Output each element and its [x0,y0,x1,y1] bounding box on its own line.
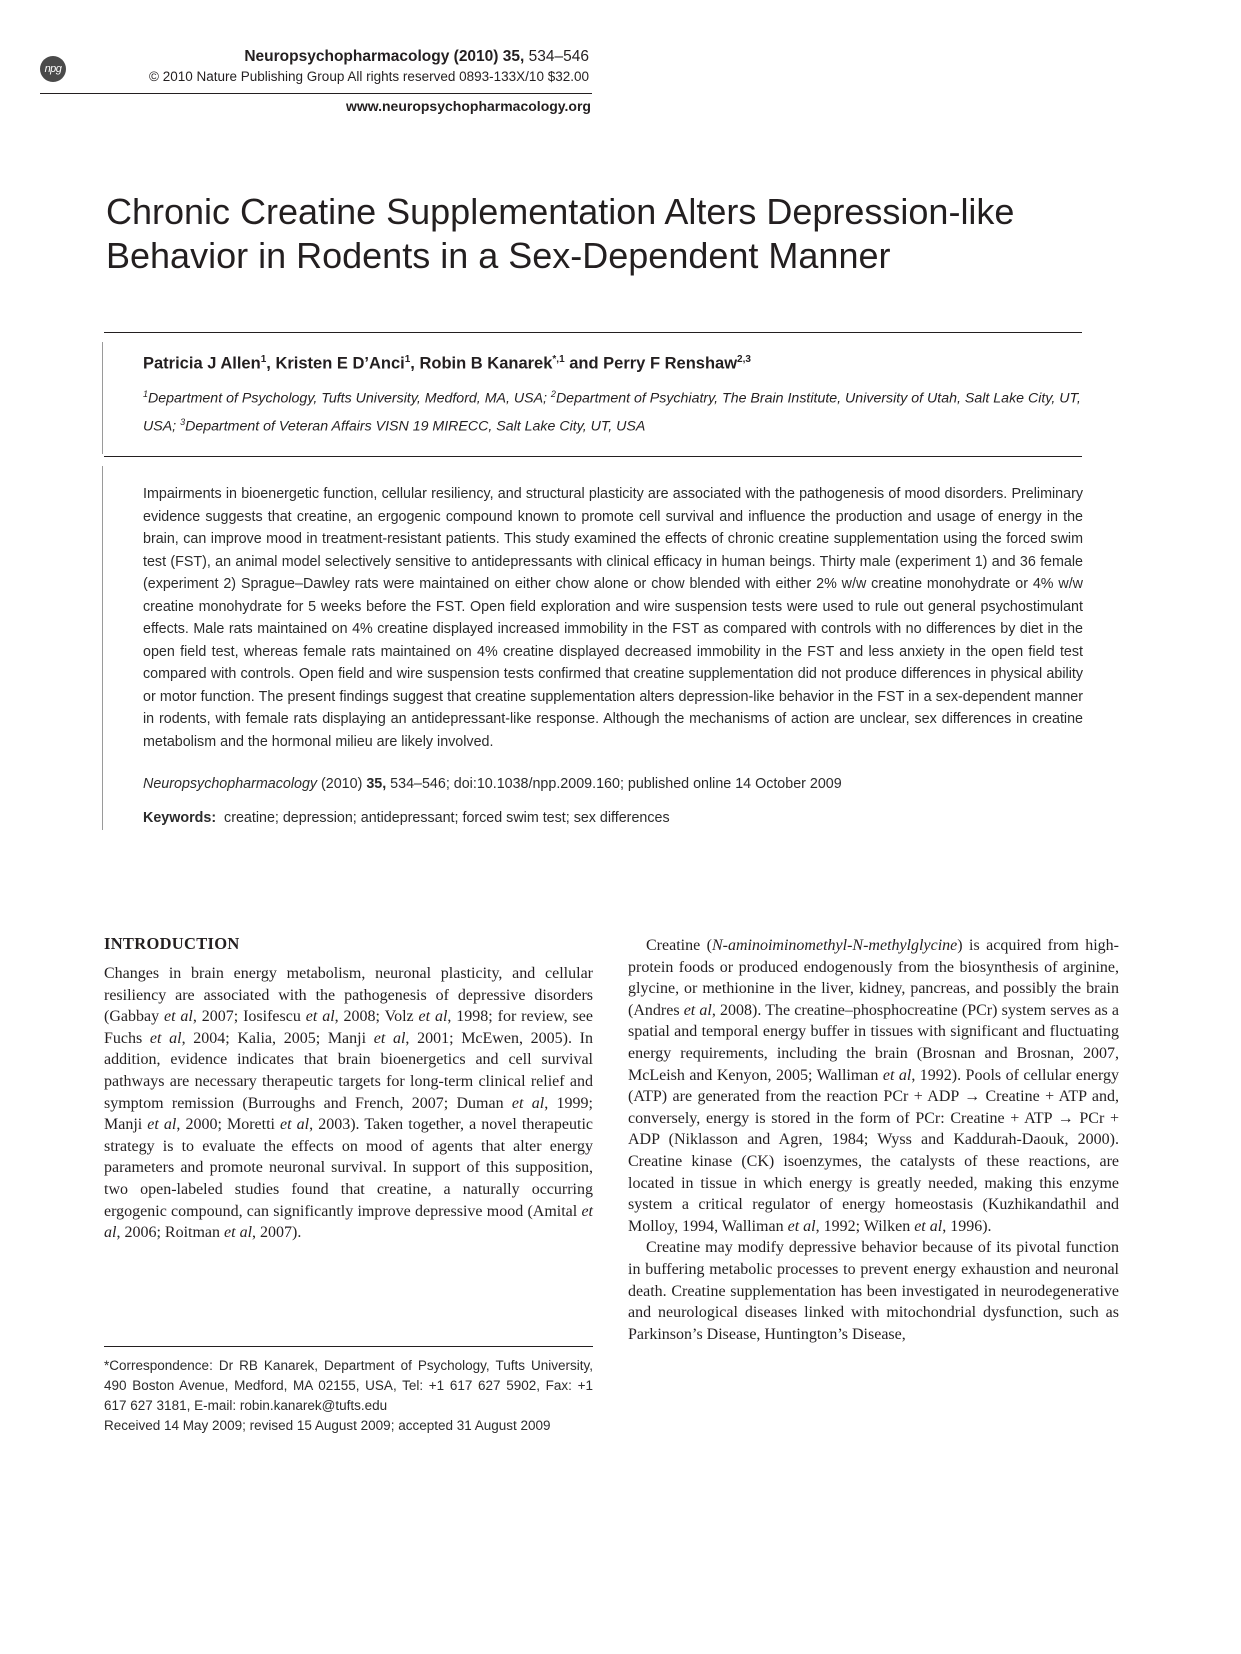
author-name: Perry F Renshaw [603,354,738,373]
section-heading-introduction: INTRODUCTION [104,934,240,953]
header-rule [40,93,592,94]
author-affiliation-mark: 1 [260,354,267,365]
abstract: Impairments in bioenergetic function, cellular resiliency, and structural plasticity are associated with the pathogenesis of mood disorders. Preliminary evidence suggests that creatine, an ergogenic compound known to promote cell survival and influence the production and usage of energy in the brain, can improve mood in treatment-resistant patients. This study examined the effects of chronic creatine supplementation using the forced swim test (FST), an animal model selectively sensitive to antidepressants with clinical efficacy in human beings. Thirty male (experiment 1) and 36 female (experiment 2) Sprague–Dawley rats were maintained on either chow alone or chow blended with either 2% w/w creatine monohydrate or 4% w/w creatine monohydrate for 5 weeks before the FST. Open field exploration and wire suspension tests were used to rule out general psychostimulant effects. Male rats maintained on 4% creatine displayed increased immobility in the FST as compared with controls with no differences by diet in the open field test, whereas female rats maintained on 4% creatine displayed decreased immobility in the FST and less anxiety in the open field test compared with controls. Open field and wire suspension tests confirmed that creatine supplementation did not produce differences in physical ability or motor function. The present findings suggest that creatine supplementation alters depression-like behavior in the FST in a sex-dependent manner in rodents, with female rats displaying an antidepressant-like response. Although the mechanisms of action are unclear, sex differences in creatine metabolism and the hormonal milieu are likely involved. [143,486,1083,750]
author-affiliation-mark: 1 [404,354,411,365]
journal-volume: 35, [502,48,525,65]
journal-pages: 534–546 [528,48,589,65]
affiliation: Department of Psychology, Tufts University, Medford, MA, USA; [148,390,551,407]
paragraph: Creatine may modify depressive behavior because of its pivotal function in buffering metabolic processes to prevent energy exhaustion and neuronal death. Creatine supplementation has been investigated in neurodegenerative and neurological diseases linked with mitochondrial dysfunction, such as Parkinson’s Disease, Huntington’s Disease, [628,1239,1119,1343]
journal-name: Neuropsychopharmacology (2010) [244,48,499,65]
author-name: Patricia J Allen [143,354,261,373]
journal-url[interactable]: www.neuropsychopharmacology.org [345,98,591,114]
intro-left-column [104,963,593,1244]
journal-citation-line [244,48,589,66]
author-name: Robin B Kanarek [419,354,553,373]
keywords-label: Keywords: [143,810,217,826]
correspondence-footnote [104,1356,593,1436]
paragraph: Changes in brain energy metabolism, neuronal plasticity, and cellular resiliency are associated with the pathogenesis of depressive disorders (Gabbay et al, 2007; Iosifescu et al, 2008; Volz et al, 1998; for review, see Fuchs et al, 2004; Kalia, 2005; Manji et al, 2001; McEwen, 2005). In addition, evidence indicates that brain bioenergetics and cell survival pathways are necessary therapeutic targets for long-term clinical relief and symptom remission (Burroughs and French, 2007; Duman et al, 1999; Manji et al, 2000; Moretti et al, 2003). Taken together, a novel therapeutic strategy is to evaluate the effects on mood of agents that alter energy parameters and promote neuronal survival. In support of this supposition, two open-labeled studies found that creatine, a naturally occurring ergogenic compound, can significantly improve depressive mood (Amital et al, 2006; Roitman et al, 2007). [104,965,593,1242]
author-block-rule [104,332,1082,333]
article-citation: Neuropsychopharmacology (2010) 35, 534–546; doi:10.1038/npp.2009.160; published online 14 October 2009 [143,776,842,792]
affiliations: $^1$Department of Psychology, Tufts University, Medford, MA, USA; $^2$Department of Psychiatry, The Brain Institute, University of Utah, Salt Lake City, UT, USA; $^3$Department of Veteran Affairs VISN 19 MIRECC, Salt Lake City, UT, USA [143,389,1081,435]
article-title [106,190,1106,278]
author-list: Patricia J Allen$^1$, Kristen E D’Anci$^1$, Robin B Kanarek$^{*,1}$ and Perry F Renshaw$^{2,3}$ [143,354,751,373]
author-affiliation-mark: *,1 [552,354,565,365]
footnote-rule [104,1346,593,1347]
received-dates: Received 14 May 2009; revised 15 August 2009; accepted 31 August 2009 [104,1418,551,1433]
intro-right-column [628,935,1119,1345]
copyright-line: © 2010 Nature Publishing Group All rights reserved 0893-133X/10 $32.00 [149,69,589,84]
paragraph: Creatine (N-aminoiminomethyl-N-methylglycine) is acquired from high-protein foods or produced endogenously from the biosynthesis of arginine, glycine, or methionine in the liver, kidney, pancreas, and possibly the brain (Andres et al, 2008). The creatine–phosphocreatine (PCr) system serves as a spatial and temporal energy buffer in tissues with significant and fluctuating energy requirements, including the brain (Brosnan and Brosnan, 2007, McLeish and Kenyon, 2005; Walliman et al, 1992). Pools of cellular energy (ATP) are generated from the reaction PCr + ADP → Creatine + ATP and, conversely, energy is stored in the form of PCr: Creatine + ATP → PCr + ADP (Niklasson and Agren, 1984; Wyss and Kaddurah-Daouk, 2000). Creatine kinase (CK) isoenzymes, the catalysts of these reactions, are located in tissue in which energy is greatly needed, making this enzyme system a critical regulator of energy homeostasis (Kuzhikandathil and Molloy, 1994, Walliman et al, 1992; Wilken et al, 1996). [628,937,1120,1235]
publisher-logo: npg [40,56,66,82]
keywords [143,810,670,826]
affiliation: Department of Veteran Affairs VISN 19 MIRECC, Salt Lake City, UT, USA [185,418,646,435]
abstract-rule [104,456,1082,457]
abstract-bar [102,466,103,830]
title-line-2: Behavior in Rodents in a Sex-Dependent Manner [106,235,891,276]
author-affiliation-mark: 2,3 [737,354,751,365]
affiliation: Department of Psychiatry, The Brain Institute, University of Utah, Salt Lake City, UT, USA; [143,390,1081,435]
title-line-1: Chronic Creatine Supplementation Alters Depression-like [106,191,1015,232]
correspondence: *Correspondence: Dr RB Kanarek, Department of Psychology, Tufts University, 490 Boston Avenue, Medford, MA 02155, USA, Tel: +1 617 627 5902, Fax: +1 617 627 3181, E-mail: robin.kanarek@tufts.edu [104,1358,593,1413]
author-block-bar [102,342,103,454]
keywords-list: creatine; depression; antidepressant; forced swim test; sex differences [224,810,670,826]
author-name: Kristen E D’Anci [275,354,405,373]
